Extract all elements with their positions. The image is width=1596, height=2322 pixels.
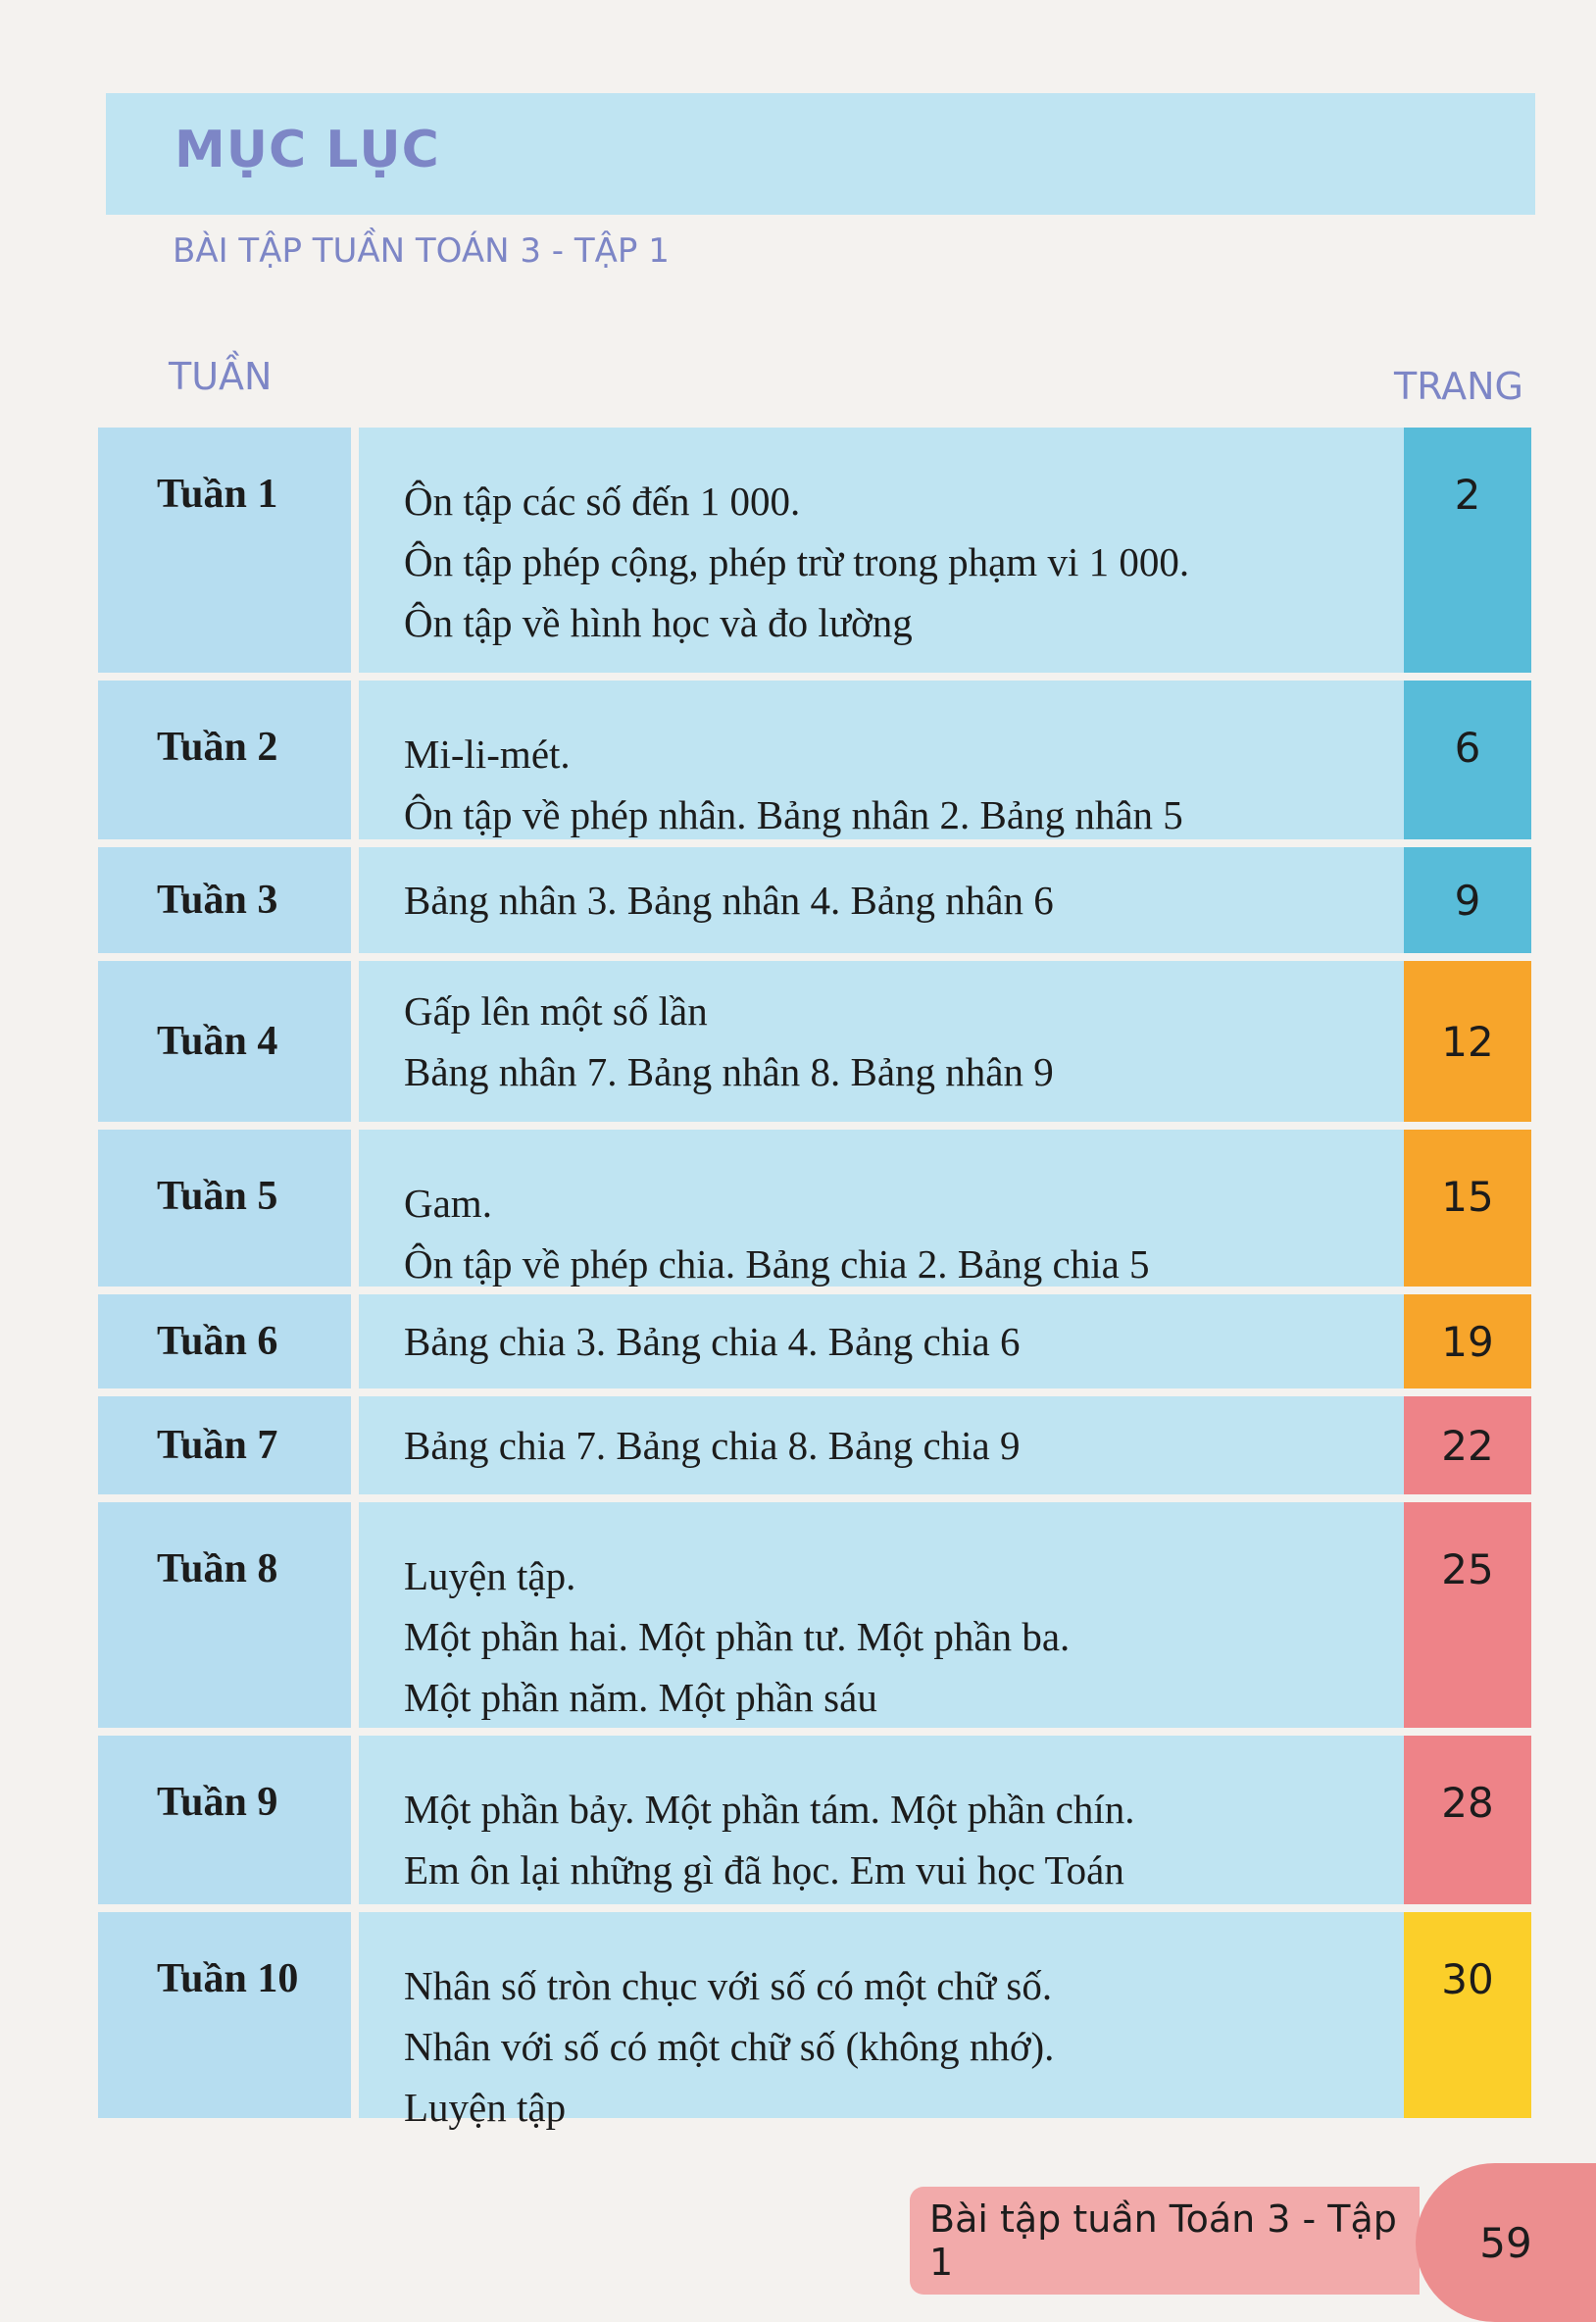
week-label: Tuần 3 (157, 878, 278, 923)
lesson-list (359, 1502, 1494, 1728)
lesson-line: Gam. (404, 1181, 492, 1226)
lesson-line: Ôn tập về phép chia. Bảng chia 2. Bảng chia 5 (404, 1241, 1150, 1287)
lesson-line: Luyện tập (404, 2085, 567, 2130)
page-cell (1404, 1736, 1531, 1904)
table-row (98, 1396, 1531, 1494)
week-cell (98, 961, 351, 1122)
page-number: 6 (1454, 724, 1481, 772)
lesson-line: Nhân số tròn chục với số có một chữ số. (404, 1963, 1053, 2008)
week-cell (98, 1294, 351, 1388)
lesson-list (359, 1130, 1494, 1287)
lesson-list (359, 961, 1494, 1122)
lesson-line: Bảng chia 7. Bảng chia 8. Bảng chia 9 (404, 1423, 1021, 1468)
table-row (98, 428, 1531, 673)
week-label: Tuần 9 (157, 1780, 278, 1825)
lesson-line: Ôn tập phép cộng, phép trừ trong phạm vi 1 000. (404, 539, 1190, 584)
week-label: Tuần 4 (157, 1019, 278, 1064)
lesson-line: Một phần bảy. Một phần tám. Một phần chín. (404, 1787, 1135, 1832)
week-cell (98, 1502, 351, 1728)
lesson-list (359, 1736, 1494, 1904)
page-number: 22 (1441, 1421, 1494, 1470)
lesson-line: Ôn tập các số đến 1 000. (404, 479, 801, 524)
page-cell (1404, 1912, 1531, 2118)
week-label: Tuần 1 (157, 472, 278, 517)
week-cell (98, 428, 351, 673)
week-cell (98, 1912, 351, 2118)
lesson-list (359, 1294, 1494, 1388)
page-number: 9 (1454, 876, 1481, 925)
page-cell (1404, 1396, 1531, 1494)
page-cell (1404, 1294, 1531, 1388)
page-cell (1404, 847, 1531, 953)
column-header-week: TUẦN (169, 355, 273, 398)
page-number: 30 (1441, 1955, 1494, 2003)
table-row (98, 1912, 1531, 2130)
lesson-list (359, 1396, 1494, 1494)
week-label: Tuần 8 (157, 1546, 278, 1591)
lesson-line: Một phần hai. Một phần tư. Một phần ba. (404, 1614, 1071, 1659)
week-cell (98, 847, 351, 953)
page-cell (1404, 681, 1531, 839)
table-row (98, 847, 1531, 953)
week-label: Tuần 2 (157, 725, 278, 770)
page-number: 25 (1441, 1545, 1494, 1593)
lesson-line: Bảng nhân 3. Bảng nhân 4. Bảng nhân 6 (404, 878, 1054, 923)
page-number: 2 (1454, 471, 1481, 519)
lesson-list (359, 681, 1494, 839)
page-number: 28 (1441, 1779, 1494, 1827)
table-row (98, 1502, 1531, 1728)
week-cell (98, 1736, 351, 1904)
week-label: Tuần 5 (157, 1174, 278, 1219)
week-label: Tuần 6 (157, 1319, 278, 1364)
lesson-line: Em ôn lại những gì đã học. Em vui học Toán (404, 1847, 1124, 1893)
lesson-list (359, 847, 1494, 953)
lesson-line: Gấp lên một số lần (404, 988, 708, 1034)
footer-page-badge (1416, 2163, 1596, 2322)
page-number: 12 (1441, 1017, 1494, 1066)
book-subtitle: BÀI TẬP TUẦN TOÁN 3 - TẬP 1 (173, 231, 670, 271)
table-row (98, 961, 1531, 1122)
lesson-list (359, 1912, 1494, 2130)
lesson-line: Ôn tập về hình học và đo lường (404, 600, 913, 645)
week-label: Tuần 7 (157, 1423, 278, 1468)
footer-book-title: Bài tập tuần Toán 3 - Tập 1 (929, 2197, 1397, 2284)
lesson-line: Ôn tập về phép nhân. Bảng nhân 2. Bảng nhân 5 (404, 792, 1183, 837)
column-header-page: TRANG (1394, 365, 1523, 408)
page-number: 19 (1441, 1317, 1494, 1366)
page-title: MỤC LỤC (175, 121, 440, 179)
lesson-line: Nhân với số có một chữ số (không nhớ). (404, 2024, 1055, 2069)
lesson-line: Một phần năm. Một phần sáu (404, 1675, 877, 1720)
footer-book-tab (910, 2187, 1420, 2295)
week-label: Tuần 10 (157, 1956, 299, 2001)
table-row (98, 1294, 1531, 1388)
week-cell (98, 1130, 351, 1287)
page-number: 15 (1441, 1173, 1494, 1221)
table-row (98, 1736, 1531, 1904)
lesson-line: Mi-li-mét. (404, 732, 571, 777)
week-cell (98, 1396, 351, 1494)
lesson-line: Luyện tập. (404, 1553, 576, 1598)
page-cell (1404, 1130, 1531, 1287)
table-row (98, 681, 1531, 839)
lesson-line: Bảng nhân 7. Bảng nhân 8. Bảng nhân 9 (404, 1049, 1054, 1094)
lesson-list (359, 428, 1494, 673)
header-band (106, 93, 1535, 215)
table-row (98, 1130, 1531, 1287)
week-cell (98, 681, 351, 839)
page-cell (1404, 1502, 1531, 1728)
page-cell (1404, 961, 1531, 1122)
lesson-line: Bảng chia 3. Bảng chia 4. Bảng chia 6 (404, 1319, 1021, 1364)
page-cell (1404, 428, 1531, 673)
footer-page-number: 59 (1479, 2218, 1532, 2267)
